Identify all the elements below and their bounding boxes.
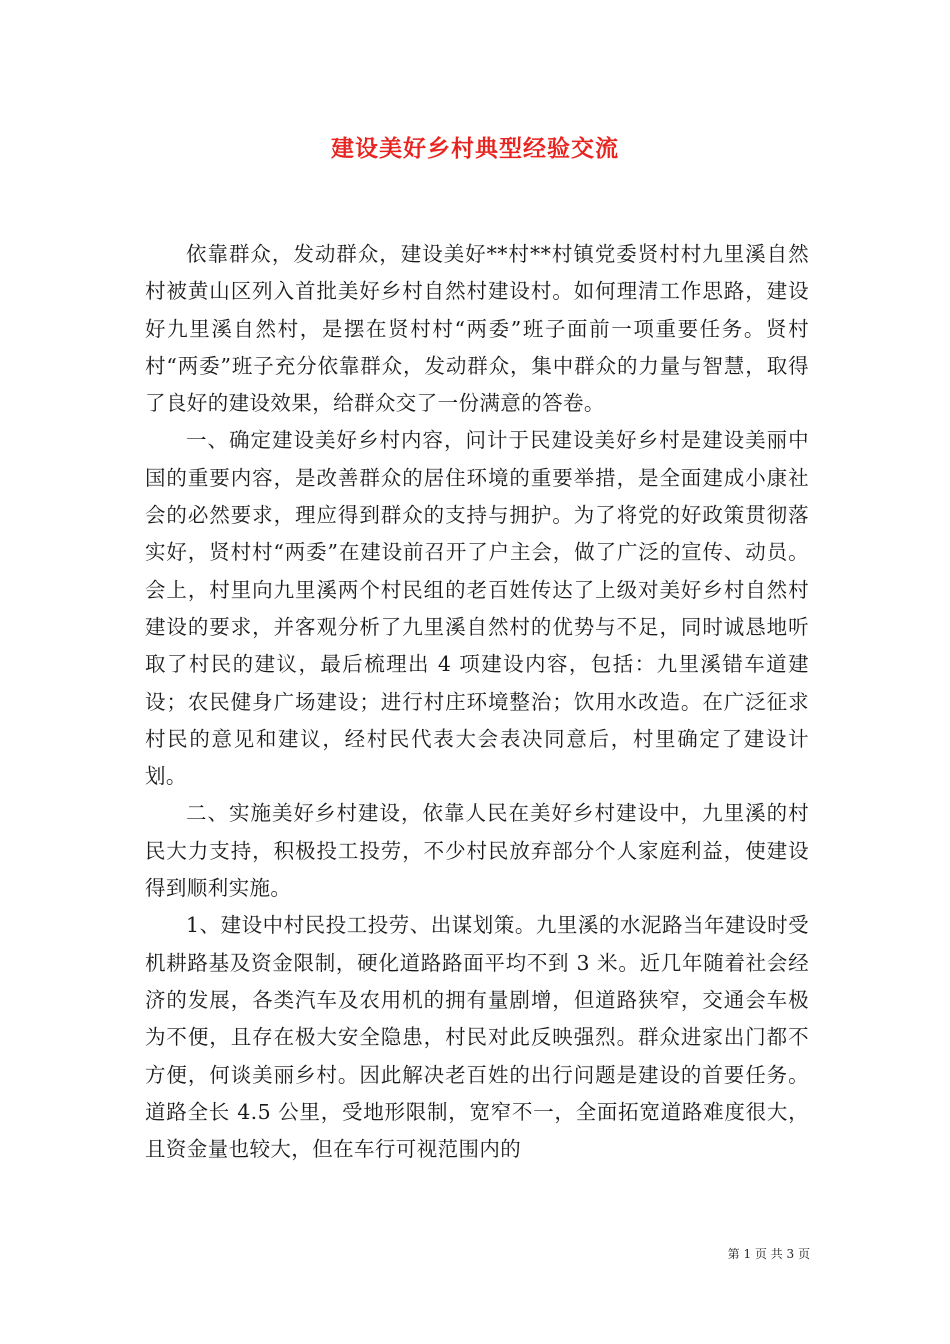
- paragraph-item-one: 1、建设中村民投工投劳、出谋划策。九里溪的水泥路当年建设时受机耕路基及资金限制，硬化道路路面平均不到 3 米。近几年随着社会经济的发展，各类汽车及农用机的拥有量剧增，但道路狭窄，交通会车极为不便，且存在极大安全隐患，村民对此反映强烈。群众进家出门都不方便，何谈美丽乡村。因此解决老百姓的出行问题是建设的首要任务。道路全长 4.5 公里，受地形限制，宽窄不一，全面拓宽道路难度很大，且资金量也较大，但在车行可视范围内的: [145, 913, 809, 1162]
- document-title: 建设美好乡村典型经验交流: [331, 135, 619, 162]
- document-body: [145, 236, 809, 1168]
- paragraph-section-one: 一、确定建设美好乡村内容，问计于民建设美好乡村是建设美丽中国的重要内容，是改善群众的居住环境的重要举措，是全面建成小康社会的必然要求，理应得到群众的支持与拥护。为了将党的好政策贯彻落实好，贤村村“两委”在建设前召开了户主会，做了广泛的宣传、动员。会上，村里向九里溪两个村民组的老百姓传达了上级对美好乡村自然村建设的要求，并客观分析了九里溪自然村的优势与不足，同时诚恳地听取了村民的建议，最后梳理出 4 项建设内容，包括：九里溪错车道建设；农民健身广场建设；进行村庄环境整治；饮用水改造。在广泛征求村民的意见和建议，经村民代表大会表决同意后，村里确定了建设计划。: [145, 428, 809, 789]
- paragraph-section-two: 二、实施美好乡村建设，依靠人民在美好乡村建设中，九里溪的村民大力支持，积极投工投劳，不少村民放弃部分个人家庭利益，使建设得到顺利实施。: [145, 801, 809, 901]
- page-number-footer: 第 1 页 共 3 页: [727, 1247, 810, 1261]
- paragraph-intro: 依靠群众，发动群众，建设美好**村**村镇党委贤村村九里溪自然村被黄山区列入首批美好乡村自然村建设村。如何理清工作思路，建设好九里溪自然村，是摆在贤村村“两委”班子面前一项重要任务。贤村村“两委”班子充分依靠群众，发动群众，集中群众的力量与智慧，取得了良好的建设效果，给群众交了一份满意的答卷。: [145, 242, 809, 416]
